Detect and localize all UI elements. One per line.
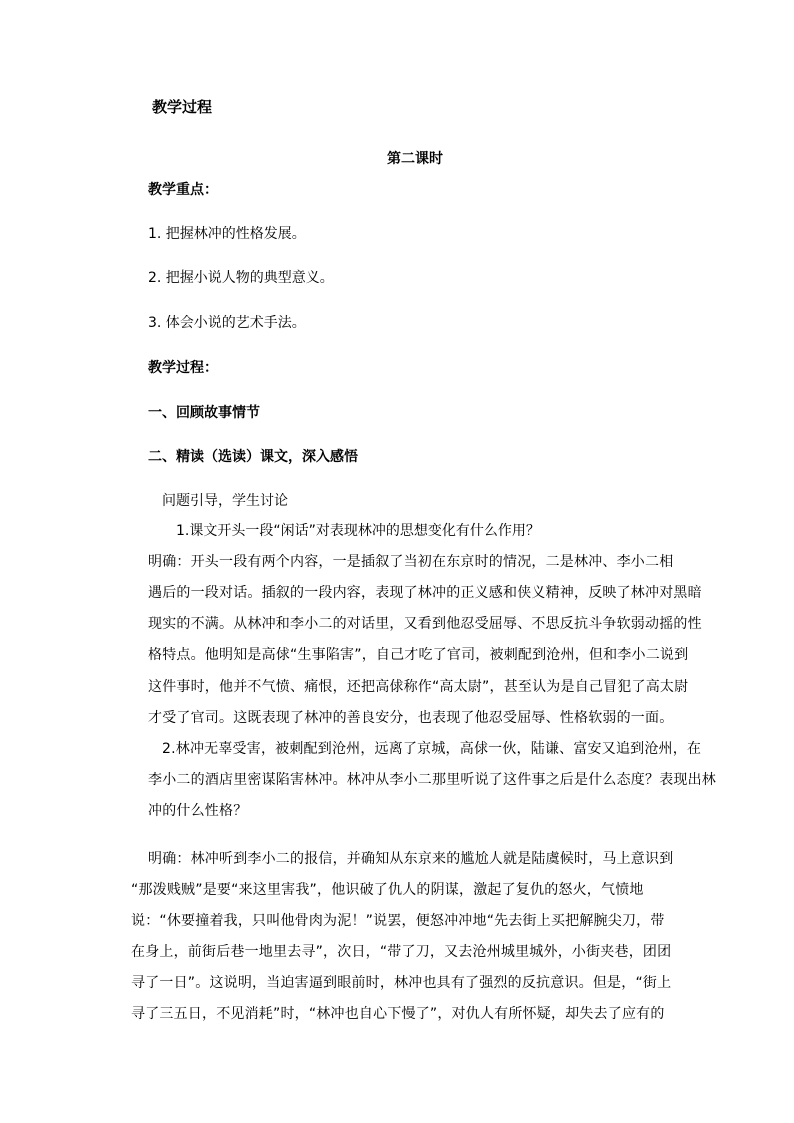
answer-2-line: “那泼贱贼”是要“来这里害我”，他识破了仇人的阴谋，激起了复仇的怒火，气愤地 bbox=[131, 882, 644, 898]
focus-item: 2. 把握小说人物的典型意义。 bbox=[148, 270, 334, 286]
focus-heading: 教学重点： bbox=[148, 182, 218, 198]
page-header: 教学过程 bbox=[152, 98, 213, 116]
section-heading: 一、回顾故事情节 bbox=[148, 405, 260, 421]
answer-1-line: 这件事时，他并不气愤、痛恨，还把高俅称作“高太尉”，甚至认为是自己冒犯了高太尉 bbox=[148, 679, 689, 695]
question-2-line: 李小二的酒店里密谋陷害林冲。林冲从李小二那里听说了这件事之后是什么态度？表现出林 bbox=[148, 772, 716, 788]
question-2-line: 冲的什么性格？ bbox=[148, 803, 248, 819]
focus-item: 1. 把握林冲的性格发展。 bbox=[148, 226, 306, 242]
answer-1-line: 现实的不满。从林冲和李小二的对话里，又看到他忍受屈辱、不思反抗斗争软弱动摇的性 bbox=[148, 616, 702, 632]
intro-text: 问题引导，学生讨论 bbox=[162, 493, 288, 509]
answer-2-line: 说：“休要撞着我，只叫他骨肉为泥！”说罢，便怒冲冲地“先去街上买把解腕尖刀，带 bbox=[131, 913, 665, 929]
lesson-title: 第二课时 bbox=[387, 151, 443, 167]
process-heading: 教学过程： bbox=[148, 360, 218, 376]
section-heading: 二、精读（选读）课文，深入感悟 bbox=[148, 449, 358, 465]
answer-1-line: 才受了官司。这既表现了林冲的善良安分，也表现了他忍受屈辱、性格软弱的一面。 bbox=[148, 710, 674, 726]
answer-2-line: 在身上，前街后巷一地里去寻”，次日，“带了刀，又去沧州城里城外，小街夹巷，团团 bbox=[131, 944, 672, 960]
answer-2-line: 明确：林冲听到李小二的报信，并确知从东京来的尴尬人就是陆虞候时，马上意识到 bbox=[148, 851, 674, 867]
answer-1-line: 遇后的一段对话。插叙的一段内容，表现了林冲的正义感和侠义精神，反映了林冲对黑暗 bbox=[148, 585, 702, 601]
question-1: 1.课文开头一段“闲话”对表现林冲的思想变化有什么作用？ bbox=[176, 523, 540, 539]
answer-1-line: 格特点。他明知是高俅“生事陷害”，自己才吃了官司，被刺配到沧州，但和李小二说到 bbox=[148, 647, 689, 663]
question-2-line: 2.林冲无辜受害，被刺配到沧州，远离了京城，高俅一伙，陆谦、富安又追到沧州，在 bbox=[162, 741, 702, 757]
focus-item: 3. 体会小说的艺术手法。 bbox=[148, 315, 306, 331]
answer-1-line: 明确：开头一段有两个内容，一是插叙了当初在东京时的情况，二是林冲、李小二相 bbox=[148, 554, 674, 570]
answer-2-line: 寻了三五日，不见消耗”时，“林冲也自心下慢了”，对仇人有所怀疑，却失去了应有的 bbox=[131, 1006, 665, 1022]
answer-2-line: 寻了一日”。这说明，当迫害逼到眼前时，林冲也具有了强烈的反抗意识。但是，“街上 bbox=[131, 975, 672, 991]
